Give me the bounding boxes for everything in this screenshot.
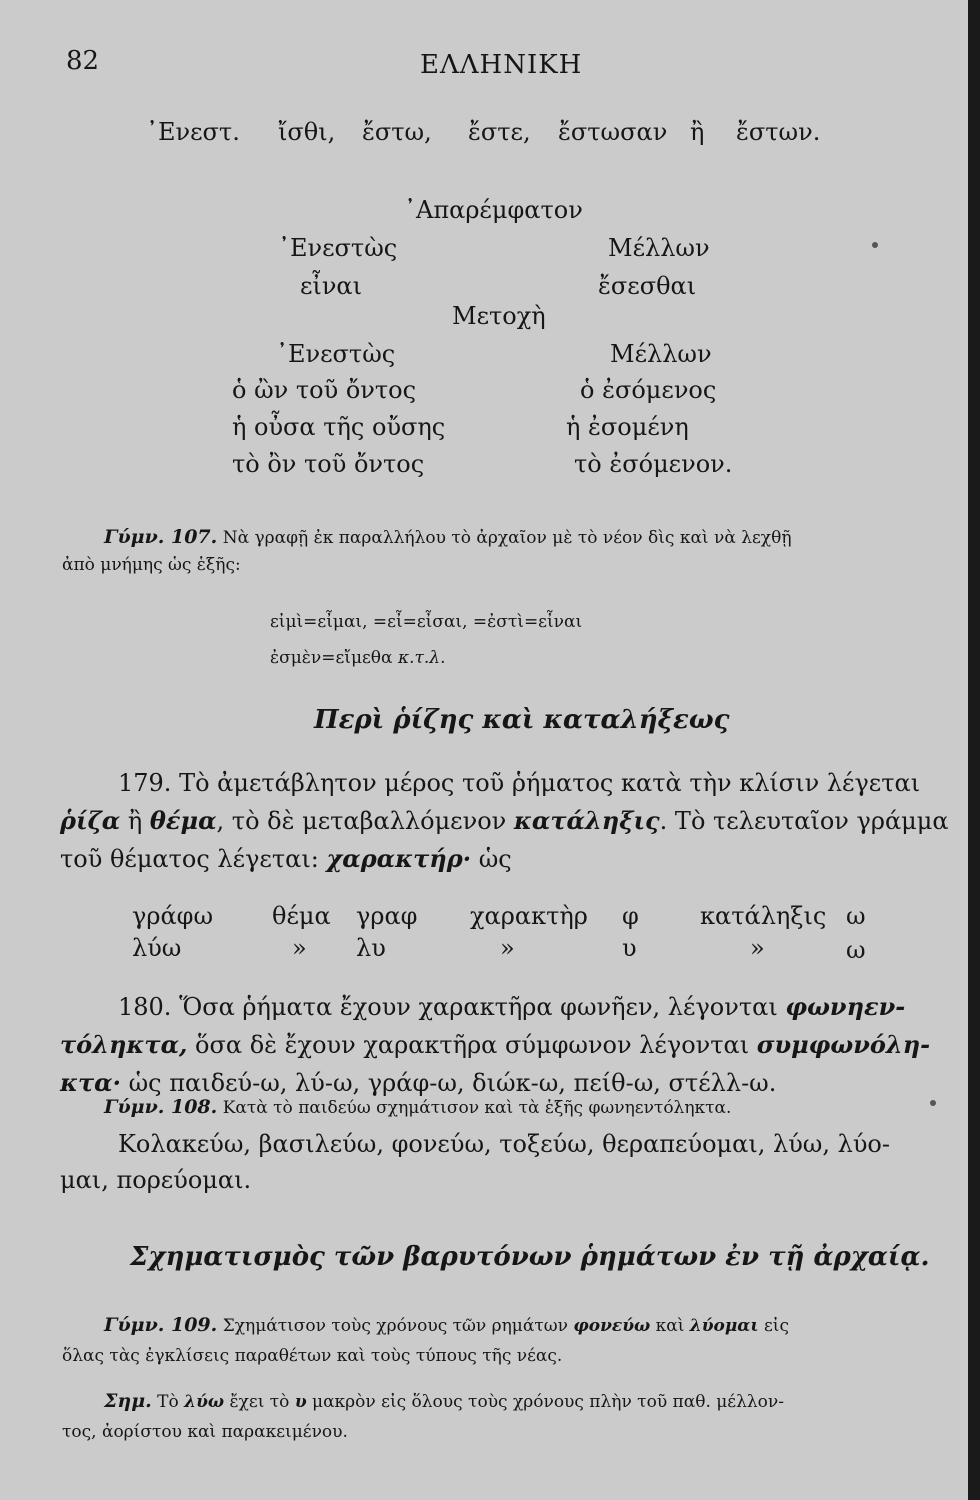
paragraph-line <box>60 764 930 802</box>
participle-present-form: ὁ ὢν τοῦ ὄντος <box>232 376 417 404</box>
term-root: ῥίζα <box>60 806 121 835</box>
exercise-verb: φονεύω <box>573 1316 651 1336</box>
term-consonant-stem: συμφωνόλη- <box>756 1030 931 1059</box>
exercise-text: Κατὰ τὸ παιδεύω σχημάτισον καὶ τὰ ἑξῆς φωνηεντόληκτα. <box>222 1098 732 1118</box>
term-stem: θέμα <box>149 806 217 835</box>
equation-text: ἐσμὲν=εἴμεθα <box>270 648 393 668</box>
example-cell: » <box>500 934 515 962</box>
running-head: ΕΛΛΗΝΙΚΗ <box>420 50 583 80</box>
paragraph-180 <box>60 988 930 1102</box>
note-line1 <box>104 1390 784 1412</box>
term-consonant-stem: κτα· <box>60 1068 121 1097</box>
infinitive-present-form: εἶναι <box>300 272 363 300</box>
exercise-text: εἰς <box>758 1316 789 1336</box>
section-heading: Περὶ ῥίζης καὶ καταλήξεως <box>314 705 730 735</box>
print-speck <box>930 1100 936 1106</box>
note-text: μακρὸν εἰς ὅλους τοὺς χρόνους πλὴν τοῦ παθ. μέλλον- <box>306 1392 784 1412</box>
exercise-text: Νὰ γραφῇ ἐκ παραλλήλου τὸ ἀρχαῖον μὲ τὸ νέον δὶς καὶ νὰ λεχθῇ <box>222 528 792 548</box>
infinitive-future-form: ἔσεσθαι <box>598 272 697 300</box>
paragraph-number: 180. <box>118 993 172 1021</box>
term-vowel-stem: φωνηεν- <box>785 992 906 1021</box>
paragraph-number: 179. <box>118 769 172 797</box>
participle-future-label: Μέλλων <box>610 340 712 368</box>
infinitive-title: ᾿Απαρέμφατον <box>404 196 583 224</box>
exercise-107-equations-1: εἰμὶ=εἶμαι, =εἶ=εἶσαι, =ἐστὶ=εἶναι <box>270 612 583 632</box>
exercise-107-line2: ἀπὸ μνήμης ὡς ἑξῆς: <box>62 555 241 575</box>
example-cell: λυ <box>356 934 386 962</box>
participle-future-form: ἡ ἐσομένη <box>566 413 689 441</box>
exercise-label: Γύμν. 107. <box>104 526 218 548</box>
example-cell: χαρακτὴρ <box>470 902 588 930</box>
exercise-verb: λύομαι <box>689 1316 759 1336</box>
paragraph-text: Τὸ ἀμετάβλητον μέρος τοῦ ῥήματος κατὰ τὴν κλίσιν λέγεται <box>179 769 921 797</box>
example-cell: » <box>750 934 765 962</box>
paragraph-text: ὡς <box>471 845 512 873</box>
imperative-form: ἔστε, <box>468 118 531 146</box>
exercise-109-line2: ὅλας τὰς ἐγκλίσεις παραθέτων καὶ τοὺς τύπους τῆς νέας. <box>62 1346 563 1366</box>
example-cell: λύω <box>132 934 182 962</box>
note-text: ἔχει τὸ <box>224 1392 295 1412</box>
paragraph-line <box>60 802 949 840</box>
paragraph-text: ἢ <box>120 807 150 835</box>
example-cell: υ <box>622 934 637 962</box>
exercise-108-words-1: Κολακεύω, βασιλεύω, φονεύω, τοξεύω, θεραπεύομαι, λύω, λύο- <box>118 1130 890 1158</box>
imperative-form: ἔστων. <box>736 118 821 146</box>
paragraph-text: , τὸ δὲ μεταβαλλόμενον <box>216 807 514 835</box>
paragraph-line <box>60 840 930 878</box>
participle-future-form: ὁ ἐσόμενος <box>580 376 717 404</box>
exercise-text: Σχημάτισον τοὺς χρόνους τῶν ρημάτων <box>222 1316 574 1336</box>
exercise-109-line1 <box>104 1314 789 1336</box>
participle-future-form: τὸ ἐσόμενον. <box>574 450 733 478</box>
imperative-form: ἔστωσαν <box>558 118 668 146</box>
paragraph-line <box>60 1026 930 1064</box>
example-cell: θέμα <box>272 902 331 930</box>
note-verb: λύω <box>184 1392 225 1412</box>
participle-title: Μετοχὴ <box>452 302 546 330</box>
exercise-107-line1 <box>104 526 792 548</box>
example-cell: ω <box>846 936 866 964</box>
print-speck <box>872 242 878 248</box>
equation-etc: κ.τ.λ. <box>397 648 446 668</box>
example-cell: γραφ <box>356 902 418 930</box>
paragraph-text: ὅσα δὲ ἔχουν χαρακτῆρα σύμφωνον λέγονται <box>187 1031 757 1059</box>
note-label: Σημ. <box>104 1390 152 1412</box>
participle-present-label: ᾿Ενεστὼς <box>276 340 396 368</box>
example-cell: » <box>292 934 307 962</box>
infinitive-future-label: Μέλλων <box>608 234 710 262</box>
infinitive-present-label: ᾿Ενεστὼς <box>278 234 398 262</box>
exercise-108-words-2: μαι, πορεύομαι. <box>60 1166 252 1194</box>
exercise-107-equations-2 <box>270 648 445 668</box>
imperative-form: ἢ <box>690 118 705 146</box>
note-text: Τὸ <box>151 1392 185 1412</box>
imperative-form: ἴσθι, <box>278 118 336 146</box>
note-line2: τος, ἀορίστου καὶ παρακειμένου. <box>62 1422 348 1442</box>
term-vowel-stem: τόληκτα, <box>60 1030 188 1059</box>
paragraph-text: . Τὸ τελευταῖον γράμμα <box>659 807 949 835</box>
page-edge-shadow <box>968 0 980 1500</box>
example-cell: ω <box>846 902 866 930</box>
imperative-form: ἔστω, <box>362 118 432 146</box>
note-letter: υ <box>294 1392 307 1412</box>
paragraph-text: Ὅσα ῥήματα ἔχουν χαρακτῆρα φωνῆεν, λέγονται <box>179 993 786 1021</box>
term-ending: κατάληξις <box>513 806 660 835</box>
page-number: 82 <box>66 46 100 76</box>
exercise-text: καὶ <box>650 1316 690 1336</box>
exercise-label: Γύμν. 108. <box>104 1096 218 1118</box>
paragraph-text: ὡς παιδεύ-ω, λύ-ω, γράφ-ω, διώκ-ω, πείθ-ω, στέλλ-ω. <box>120 1069 777 1097</box>
example-cell: κατάληξις <box>700 902 827 930</box>
paragraph-179 <box>60 764 949 878</box>
example-cell: φ <box>622 902 639 930</box>
participle-present-form: ἡ οὖσα τῆς οὔσης <box>232 413 446 441</box>
participle-present-form: τὸ ὂν τοῦ ὄντος <box>232 450 425 478</box>
exercise-108-line <box>104 1096 731 1118</box>
imperative-label: ᾿Ενεστ. <box>146 118 240 146</box>
paragraph-text: τοῦ θέματος λέγεται: <box>60 845 327 873</box>
paragraph-line <box>60 988 930 1026</box>
example-cell: γράφω <box>132 902 214 930</box>
term-character: χαρακτήρ· <box>326 844 472 873</box>
section-heading: Σχηματισμὸς τῶν βαρυτόνων ῥημάτων ἐν τῇ ἀρχαίᾳ. <box>130 1242 930 1272</box>
exercise-label: Γύμν. 109. <box>104 1314 218 1336</box>
